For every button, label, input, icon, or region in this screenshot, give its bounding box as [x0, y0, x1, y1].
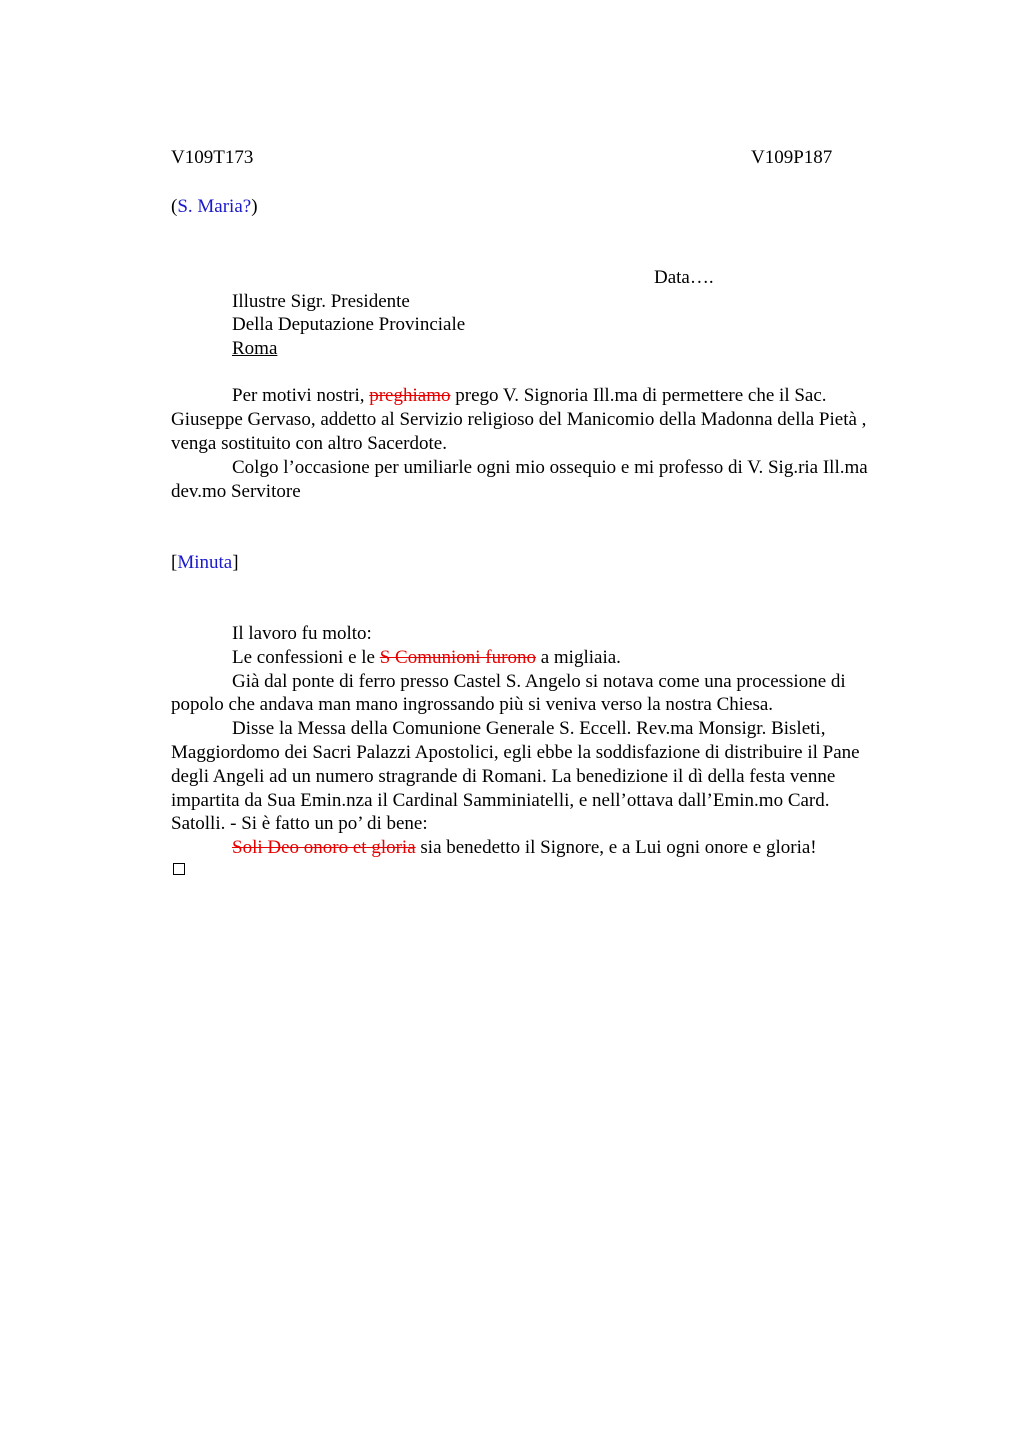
place-annotation: (S. Maria?) — [171, 196, 258, 217]
header-right-code: V109P187 — [751, 147, 833, 168]
minuta-line-9: Satolli. - Si è fatto un po’ di bene: — [171, 813, 428, 834]
minuta-line-7: degli Angeli ad un numero stragrande di Romani. La benedizione il dì della festa venne — [171, 766, 836, 787]
deleted-text: Soli Deo onoro et gloria — [232, 837, 416, 858]
deleted-text: preghiamo — [369, 385, 451, 406]
letter-paragraph-2-line-2: dev.mo Servitore — [171, 481, 301, 502]
address-line-1: Illustre Sigr. Presidente — [232, 291, 410, 312]
place-annotation-text: S. Maria? — [177, 196, 252, 217]
deleted-text: S Comunioni furono — [379, 647, 536, 668]
minuta-line-10: Soli Deo onoro et gloria sia benedetto il Signore, e a Lui ogni onore e gloria! — [232, 837, 817, 858]
minuta-line-8: impartita da Sua Emin.nza il Cardinal Samminiatelli, e nell’ottava dall’Emin.mo Card. — [171, 790, 830, 811]
minuta-line-1: Il lavoro fu molto: — [232, 623, 372, 644]
minuta-line-4: popolo che andava man mano ingrossando più si veniva verso la nostra Chiesa. — [171, 694, 774, 715]
minuta-line-3: Già dal ponte di ferro presso Castel S. Angelo si notava come una processione di — [232, 671, 846, 692]
minuta-line-5: Disse la Messa della Comunione Generale S. Eccell. Rev.ma Monsigr. Bisleti, — [232, 718, 826, 739]
address-city: Roma — [232, 338, 278, 359]
letter-paragraph-1-line-2: Giuseppe Gervaso, addetto al Servizio religioso del Manicomio della Madonna della Pietà , — [171, 409, 867, 430]
address-line-2: Della Deputazione Provinciale — [232, 314, 466, 335]
letter-paragraph-1-line-3: venga sostituito con altro Sacerdote. — [171, 433, 447, 454]
header-left-code: V109T173 — [171, 147, 254, 168]
minuta-line-2: Le confessioni e le S Comunioni furono a migliaia. — [232, 647, 621, 668]
minuta-annotation-text: Minuta — [177, 552, 233, 573]
letter-paragraph-1-line-1: Per motivi nostri, preghiamo prego V. Signoria Ill.ma di permettere che il Sac. — [232, 385, 827, 406]
end-square-icon — [173, 863, 185, 875]
minuta-line-6: Maggiordomo dei Sacri Palazzi Apostolici, egli ebbe la soddisfazione di distribuire il Pane — [171, 742, 860, 763]
letter-paragraph-2-line-1: Colgo l’occasione per umiliarle ogni mio ossequio e mi professo di V. Sig.ria Ill.ma — [232, 457, 868, 478]
date-label: Data…. — [654, 267, 714, 288]
minuta-annotation: [Minuta] — [171, 552, 239, 573]
